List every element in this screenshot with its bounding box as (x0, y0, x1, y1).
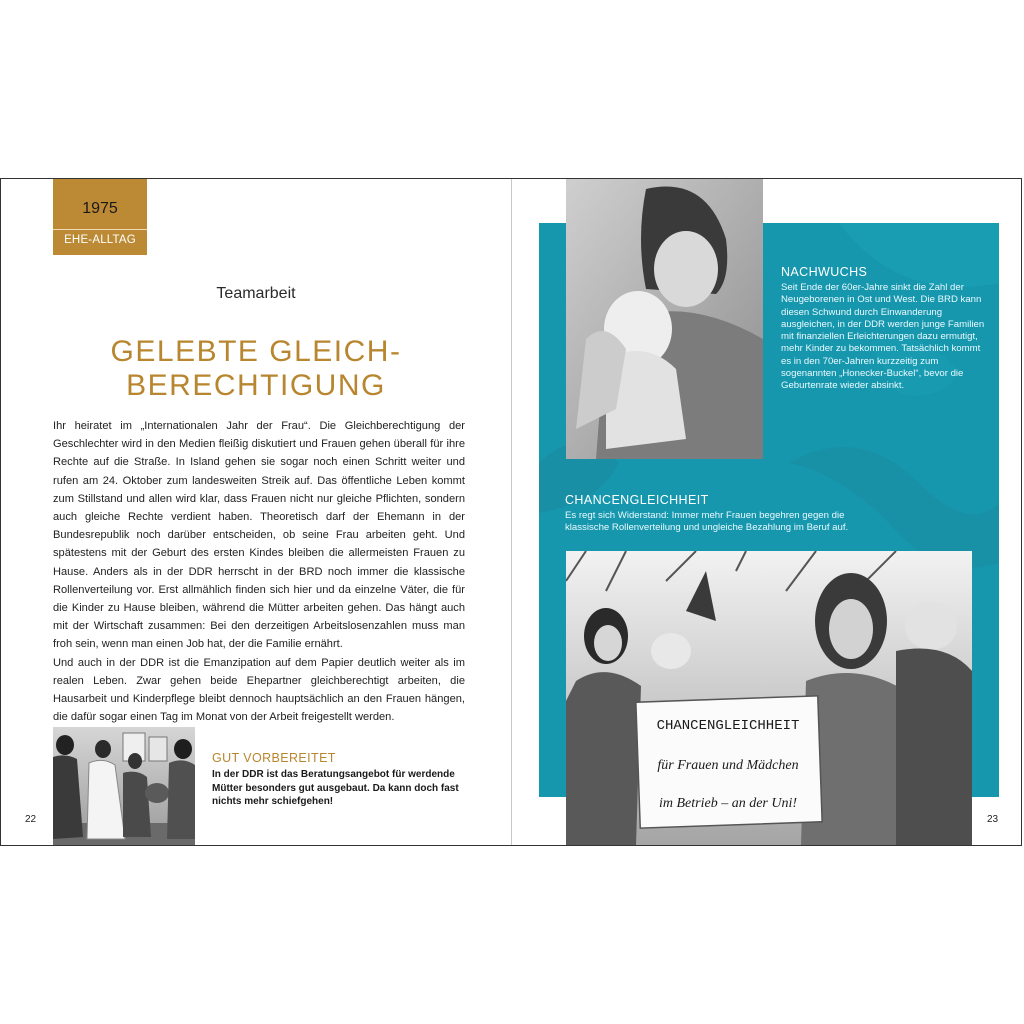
headline (1, 335, 511, 403)
right-page (512, 179, 1022, 845)
category-label: EHE-ALLTAG (64, 234, 136, 246)
article-body (53, 417, 465, 726)
sign-line-3: im Betrieb – an der Uni! (658, 796, 798, 811)
page-number-right: 23 (987, 814, 999, 825)
sign-line-1: CHANCENGLEICHHEIT (656, 718, 800, 734)
page-number-left: 22 (25, 814, 37, 825)
year-label: 1975 (82, 200, 118, 217)
caption-title-prepared: GUT VORBEREITET (212, 751, 336, 765)
photo-mother-baby (566, 179, 763, 459)
photo-protest (566, 551, 972, 845)
protest-sign (636, 696, 822, 828)
left-page (1, 179, 511, 845)
year-tab (53, 179, 147, 255)
book-spread (0, 178, 1022, 846)
body-paragraph-1: Ihr heiratet im „Internationalen Jahr der Frau“. Die Gleichberechtigung der Geschlechter wird in den Medien fleißig diskutiert und Frauen gehen überall für ihre Rechte auf die Straße. In Island gehen sie sogar noch einen Schritt weiter und rufen am 24. Oktober zum landesweiten Streik auf. Das öffentliche Leben kommt zum Stillstand und allen wird klar, dass Frauen nicht nur gleiche Pflichten, sondern auch gleiche Rechte verdient haben. Theoretisch darf der Ehemann in der Bundesrepublik noch darüber entscheiden, ob seine Frau arbeiten geht. Und spätestens mit der Geburt des ersten Kindes bleiben die allermeisten Frauen zu Hause. Anders als in der DDR herrscht in der BRD noch immer die klassische Rollenverteilung vor. Erst allmählich finden sich hier und da einzelne Väter, die für die Kinder zu Hause bleiben, während die Mütter arbeiten gehen. Das hängt auch mit der Wirtschaft zusammen: Bei den derzeitigen Arbeitslosenzahlen muss man froh sein, wenn man einen Job hat, der die Familie ernährt. (53, 420, 465, 651)
tab-divider (53, 229, 147, 230)
sign-line-2: für Frauen und Mädchen (657, 758, 799, 773)
caption-title-equal-opportunity: CHANCENGLEICHHEIT (565, 493, 709, 507)
caption-text-equal-opportunity: Es regt sich Widerstand: Immer mehr Frauen begehren gegen die klassische Rollenverteilung und ungleiche Bezahlung im Beruf auf. (565, 510, 849, 534)
kicker: Teamarbeit (216, 285, 296, 302)
caption-text-prepared: In der DDR ist das Beratungsangebot für werdende Mütter besonders gut ausgebaut. Da kann doch fast nichts mehr schiefgehen! (212, 769, 459, 808)
body-paragraph-2: Und auch in der DDR ist die Emanzipation auf dem Papier deutlich weiter als im realen Leben. Zwar gehen beide Ehepartner gleichberechtigt arbeiten, die Hausarbeit und Kinderpflege bleibt dennoch hauptsächlich an den Frauen hängen, die dafür sogar einen Tag im Monat von der Arbeit freigestellt werden. (53, 656, 465, 724)
headline-line-2: BERECHTIGUNG (126, 369, 386, 403)
headline-line-1: GELEBTE GLEICH- (110, 335, 402, 369)
caption-title-offspring: NACHWUCHS (781, 265, 868, 279)
caption-text-offspring: Seit Ende der 60er-Jahre sinkt die Zahl der Neugeborenen in Ost und West. Die BRD kann diesen Schwund durch Einwanderung ausgleichen, in der DDR werden junge Familien mit finanziellen Erleichterungen dazu ermutigt, mehr Kinder zu bekommen. Tatsächlich kommt es in den 70er-Jahren kurzzeitig zum sogenannten „Honecker-Buckel“, bevor die Geburtenrate wieder absinkt. (781, 282, 985, 392)
photo-counseling (53, 727, 195, 845)
